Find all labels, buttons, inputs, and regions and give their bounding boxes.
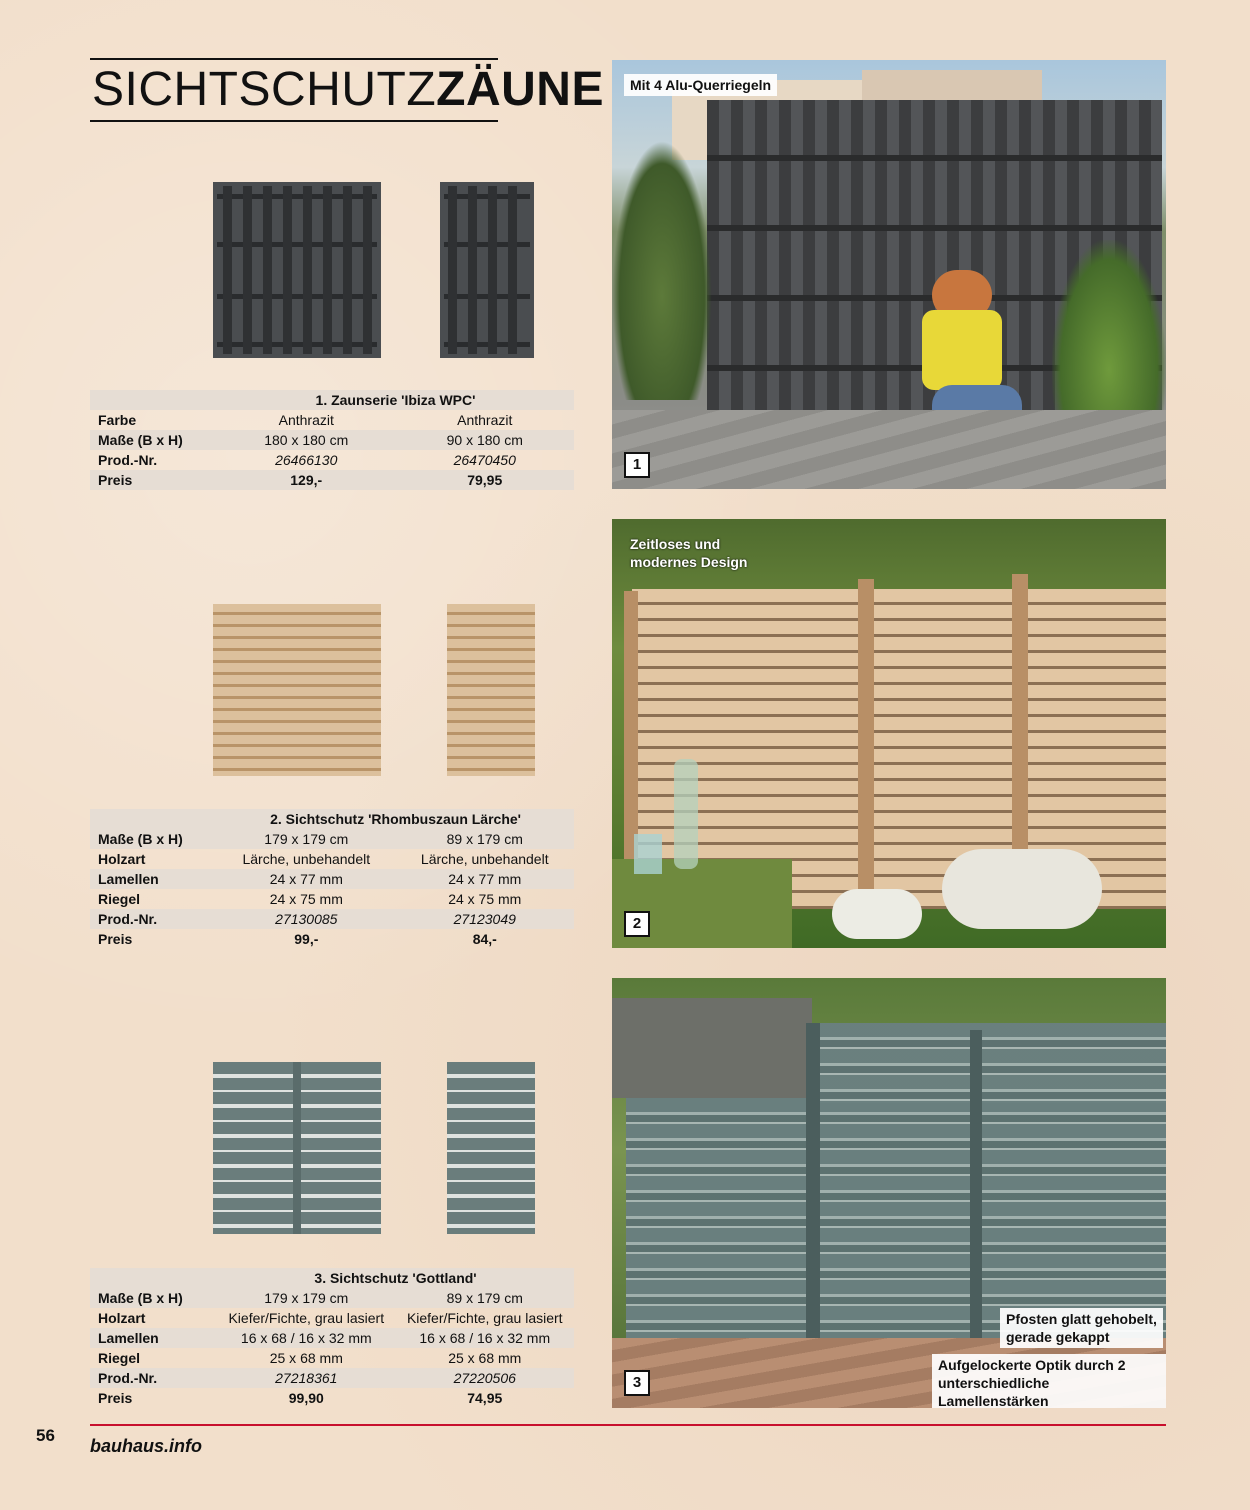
spec-table-gottland	[90, 1268, 574, 1408]
cell: 89 x 179 cm	[396, 829, 574, 849]
page-number: 56	[36, 1426, 55, 1445]
product-image-rhombus-179	[213, 604, 381, 776]
photo-badge: 1	[624, 452, 650, 478]
row-label: Prod.-Nr.	[90, 1368, 217, 1388]
cell: 179 x 179 cm	[217, 1288, 395, 1308]
photo-caption	[630, 535, 747, 571]
cell: 180 x 180 cm	[217, 430, 396, 450]
title-bold: ZÄUNE	[436, 63, 604, 116]
cell: Kiefer/Fichte, grau lasiert	[406, 1310, 563, 1326]
caption-line: gerade gekappt	[1006, 1329, 1110, 1345]
price: 129,-	[217, 470, 396, 490]
cell: 25 x 68 mm	[448, 1350, 522, 1366]
row-label: Farbe	[98, 412, 137, 428]
product-image-gottland-89	[447, 1062, 535, 1234]
cell: 24 x 77 mm	[396, 869, 574, 889]
title-light: SICHTSCHUTZ	[92, 63, 437, 116]
cell: Kiefer/Fichte, grau lasiert	[228, 1310, 385, 1326]
footer-divider	[90, 1424, 1166, 1426]
cell: 26466130	[275, 452, 338, 468]
row-label: Holzart	[98, 1310, 146, 1326]
photo-caption-b	[932, 1354, 1166, 1408]
cell: 27218361	[217, 1368, 395, 1388]
photo-caption-a	[1000, 1308, 1163, 1348]
row-label: Holzart	[98, 851, 146, 867]
row-label: Riegel	[98, 1350, 141, 1366]
cell: 179 x 179 cm	[217, 829, 395, 849]
spec-table-rhombus	[90, 809, 574, 949]
cell: Lärche, unbehandelt	[420, 851, 549, 867]
row-label: Lamellen	[90, 869, 217, 889]
price: 99,-	[294, 931, 319, 947]
row-label: Lamellen	[90, 1328, 217, 1348]
row-label: Preis	[98, 931, 133, 947]
price: 99,90	[288, 1390, 324, 1406]
caption-line: Pfosten glatt gehobelt,	[1006, 1311, 1157, 1327]
cell: 27130085	[217, 909, 395, 929]
photo-gottland-fence	[612, 978, 1166, 1408]
spec-table-ibiza	[90, 390, 574, 490]
row-label: Riegel	[98, 891, 141, 907]
cell: 24 x 77 mm	[217, 869, 395, 889]
row-label: Prod.-Nr.	[98, 452, 158, 468]
cell: 89 x 179 cm	[396, 1288, 574, 1308]
product-image-ibiza-90	[440, 182, 534, 358]
cell: Lärche, unbehandelt	[242, 851, 371, 867]
table-heading: 1. Zaunserie 'Ibiza WPC'	[217, 390, 574, 410]
table-heading: 2. Sichtschutz 'Rhombuszaun Lärche'	[217, 809, 574, 829]
cell: 27123049	[396, 909, 574, 929]
cell: 24 x 75 mm	[448, 891, 522, 907]
photo-caption: Mit 4 Alu-Querriegeln	[624, 74, 777, 96]
cell: 16 x 68 / 16 x 32 mm	[217, 1328, 395, 1348]
cell: 16 x 68 / 16 x 32 mm	[396, 1328, 574, 1348]
photo-rhombus-fence	[612, 519, 1166, 948]
product-image-ibiza-180	[213, 182, 381, 358]
row-label: Maße (B x H)	[90, 829, 217, 849]
row-label: Preis	[90, 470, 217, 490]
product-image-rhombus-89	[447, 604, 535, 776]
cell: 24 x 75 mm	[269, 891, 343, 907]
cell: 90 x 180 cm	[395, 430, 574, 450]
cell: 27220506	[396, 1368, 574, 1388]
row-label: Prod.-Nr.	[90, 909, 217, 929]
page-title	[90, 58, 604, 122]
photo-badge: 2	[624, 911, 650, 937]
price: 84,-	[472, 931, 497, 947]
product-image-gottland-179	[213, 1062, 381, 1234]
website-link[interactable]: bauhaus.info	[90, 1436, 202, 1456]
caption-line: Zeitloses und	[630, 536, 721, 552]
caption-line: unterschiedliche Lamellenstärken	[938, 1375, 1050, 1408]
row-label: Maße (B x H)	[90, 430, 217, 450]
cell: Anthrazit	[278, 412, 334, 428]
photo-badge: 3	[624, 1370, 650, 1396]
price: 74,95	[467, 1390, 503, 1406]
cell: 26470450	[453, 452, 516, 468]
caption-line: modernes Design	[630, 554, 748, 570]
row-label: Maße (B x H)	[90, 1288, 217, 1308]
caption-line: Aufgelockerte Optik durch 2	[938, 1357, 1126, 1373]
price: 79,95	[395, 470, 574, 490]
row-label: Preis	[98, 1390, 133, 1406]
photo-ibiza-fence	[612, 60, 1166, 489]
cell: Anthrazit	[457, 412, 513, 428]
cell: 25 x 68 mm	[269, 1350, 343, 1366]
table-heading: 3. Sichtschutz 'Gottland'	[217, 1268, 574, 1288]
